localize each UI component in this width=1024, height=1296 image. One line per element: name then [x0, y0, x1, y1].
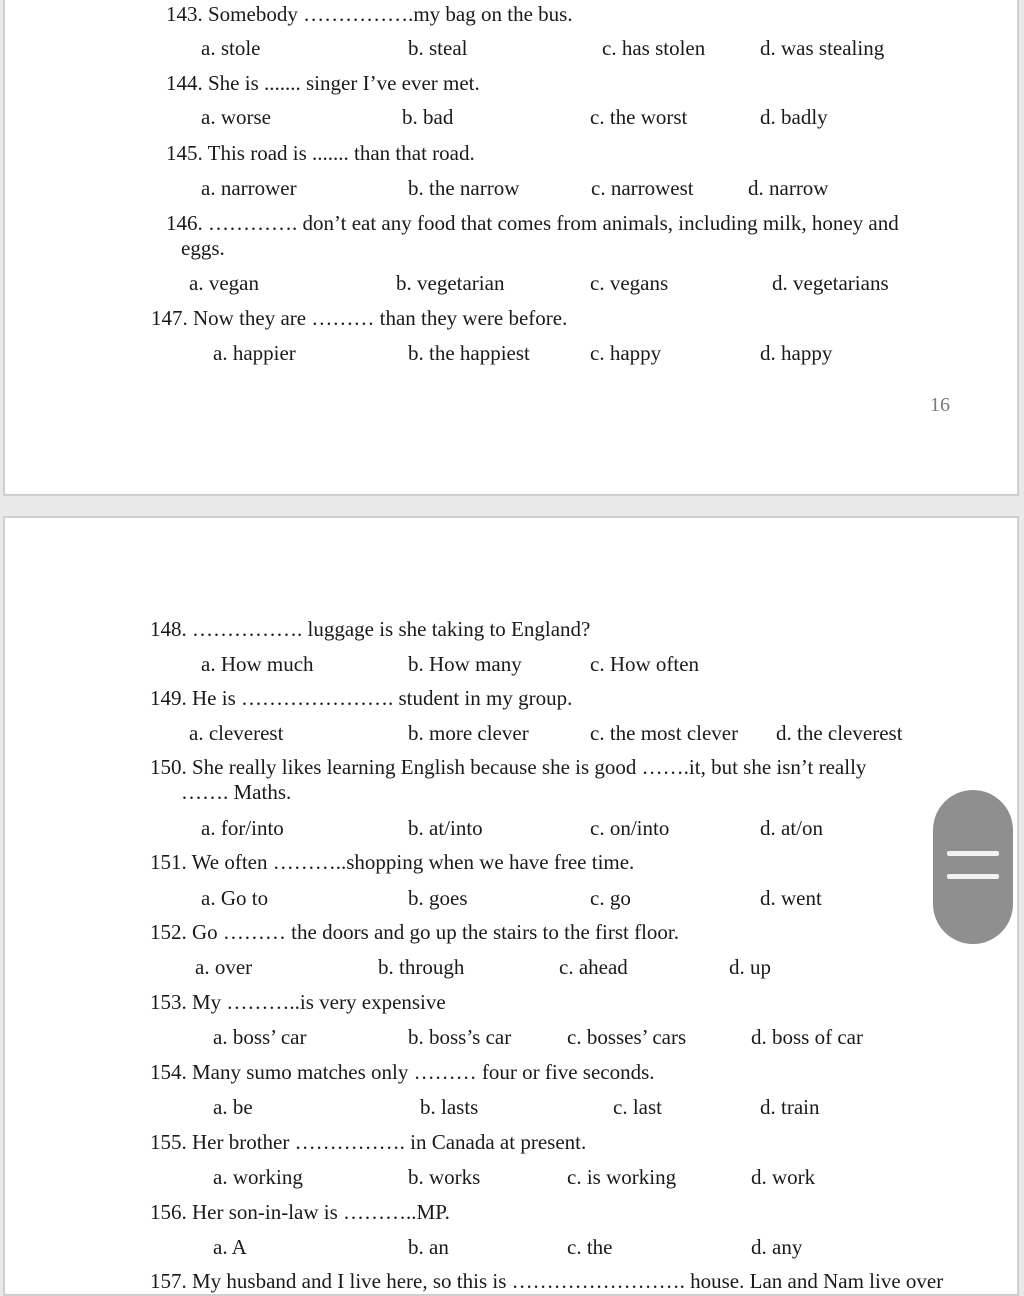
option-143-d: d. was stealing — [760, 36, 885, 60]
option-153-a: a. boss’ car — [213, 1025, 307, 1049]
option-143-c: c. has stolen — [602, 36, 706, 60]
question-150-continued: ……. Maths. — [181, 780, 292, 804]
option-145-d: d. narrow — [748, 176, 829, 200]
option-147-a: a. happier — [213, 341, 296, 365]
option-145-b: b. the narrow — [408, 176, 520, 200]
question-146: 146. …………. don’t eat any food that comes from animals, including milk, honey and — [166, 211, 899, 235]
option-147-c: c. happy — [590, 341, 662, 365]
option-149-c: c. the most clever — [590, 721, 739, 745]
question-152: 152. Go ……… the doors and go up the stairs to the first floor. — [150, 920, 680, 944]
option-152-c: c. ahead — [559, 955, 628, 979]
question-143: 143. Somebody …………….my bag on the bus. — [166, 2, 573, 26]
option-150-a: a. for/into — [201, 816, 284, 840]
option-148-b: b. How many — [408, 652, 522, 676]
option-155-a: a. working — [213, 1165, 303, 1189]
question-145: 145. This road is ....... than that road. — [166, 141, 475, 165]
option-150-d: d. at/on — [760, 816, 823, 840]
option-146-c: c. vegans — [590, 271, 669, 295]
option-150-b: b. at/into — [408, 816, 483, 840]
question-144: 144. She is ....... singer I’ve ever met. — [166, 71, 480, 95]
option-154-a: a. be — [213, 1095, 253, 1119]
option-152-b: b. through — [378, 955, 465, 979]
option-151-c: c. go — [590, 886, 631, 910]
option-144-c: c. the worst — [590, 105, 688, 129]
option-154-c: c. last — [613, 1095, 662, 1119]
option-147-b: b. the happiest — [408, 341, 530, 365]
question-148: 148. ……………. luggage is she taking to England? — [150, 617, 591, 641]
question-153: 153. My ………..is very expensive — [150, 990, 446, 1014]
option-146-a: a. vegan — [189, 271, 259, 295]
option-156-d: d. any — [751, 1235, 803, 1259]
option-153-c: c. bosses’ cars — [567, 1025, 687, 1049]
question-149: 149. He is …………………. student in my group. — [150, 686, 573, 710]
option-146-d: d. vegetarians — [772, 271, 889, 295]
question-156: 156. Her son-in-law is ………..MP. — [150, 1200, 450, 1224]
option-149-b: b. more clever — [408, 721, 529, 745]
grip-line-top — [947, 851, 999, 856]
option-152-a: a. over — [195, 955, 253, 979]
option-155-b: b. works — [408, 1165, 481, 1189]
option-153-b: b. boss’s car — [408, 1025, 512, 1049]
option-156-c: c. the — [567, 1235, 613, 1259]
option-145-c: c. narrowest — [591, 176, 694, 200]
grip-line-bottom — [947, 874, 999, 879]
option-155-d: d. work — [751, 1165, 816, 1189]
option-143-b: b. steal — [408, 36, 468, 60]
question-154: 154. Many sumo matches only ……… four or five seconds. — [150, 1060, 655, 1084]
option-150-c: c. on/into — [590, 816, 670, 840]
option-149-a: a. cleverest — [189, 721, 284, 745]
scroll-handle[interactable] — [933, 790, 1013, 944]
question-155: 155. Her brother ……………. in Canada at present. — [150, 1130, 587, 1154]
option-156-b: b. an — [408, 1235, 449, 1259]
option-154-d: d. train — [760, 1095, 820, 1119]
option-146-b: b. vegetarian — [396, 271, 505, 295]
option-151-a: a. Go to — [201, 886, 269, 910]
option-143-a: a. stole — [201, 36, 261, 60]
option-151-b: b. goes — [408, 886, 468, 910]
document-page-16 — [3, 0, 1019, 496]
option-145-a: a. narrower — [201, 176, 297, 200]
option-152-d: d. up — [729, 955, 771, 979]
option-144-b: b. bad — [402, 105, 454, 129]
option-153-d: d. boss of car — [751, 1025, 863, 1049]
option-144-d: d. badly — [760, 105, 828, 129]
option-148-c: c. How often — [590, 652, 700, 676]
option-144-a: a. worse — [201, 105, 271, 129]
document-page-17 — [3, 516, 1019, 1296]
option-148-a: a. How much — [201, 652, 314, 676]
option-155-c: c. is working — [567, 1165, 677, 1189]
option-154-b: b. lasts — [420, 1095, 479, 1119]
question-151: 151. We often ………..shopping when we have free time. — [150, 850, 635, 874]
page-number: 16 — [930, 394, 950, 416]
option-147-d: d. happy — [760, 341, 833, 365]
option-151-d: d. went — [760, 886, 822, 910]
option-156-a: a. A — [213, 1235, 247, 1259]
question-147: 147. Now they are ……… than they were before. — [151, 306, 568, 330]
option-149-d: d. the cleverest — [776, 721, 903, 745]
question-146-continued: eggs. — [181, 236, 225, 260]
question-157: 157. My husband and I live here, so this is ……………………. house. Lan and Nam live over — [150, 1269, 944, 1293]
question-150: 150. She really likes learning English because she is good …….it, but she isn’t really — [150, 755, 867, 779]
